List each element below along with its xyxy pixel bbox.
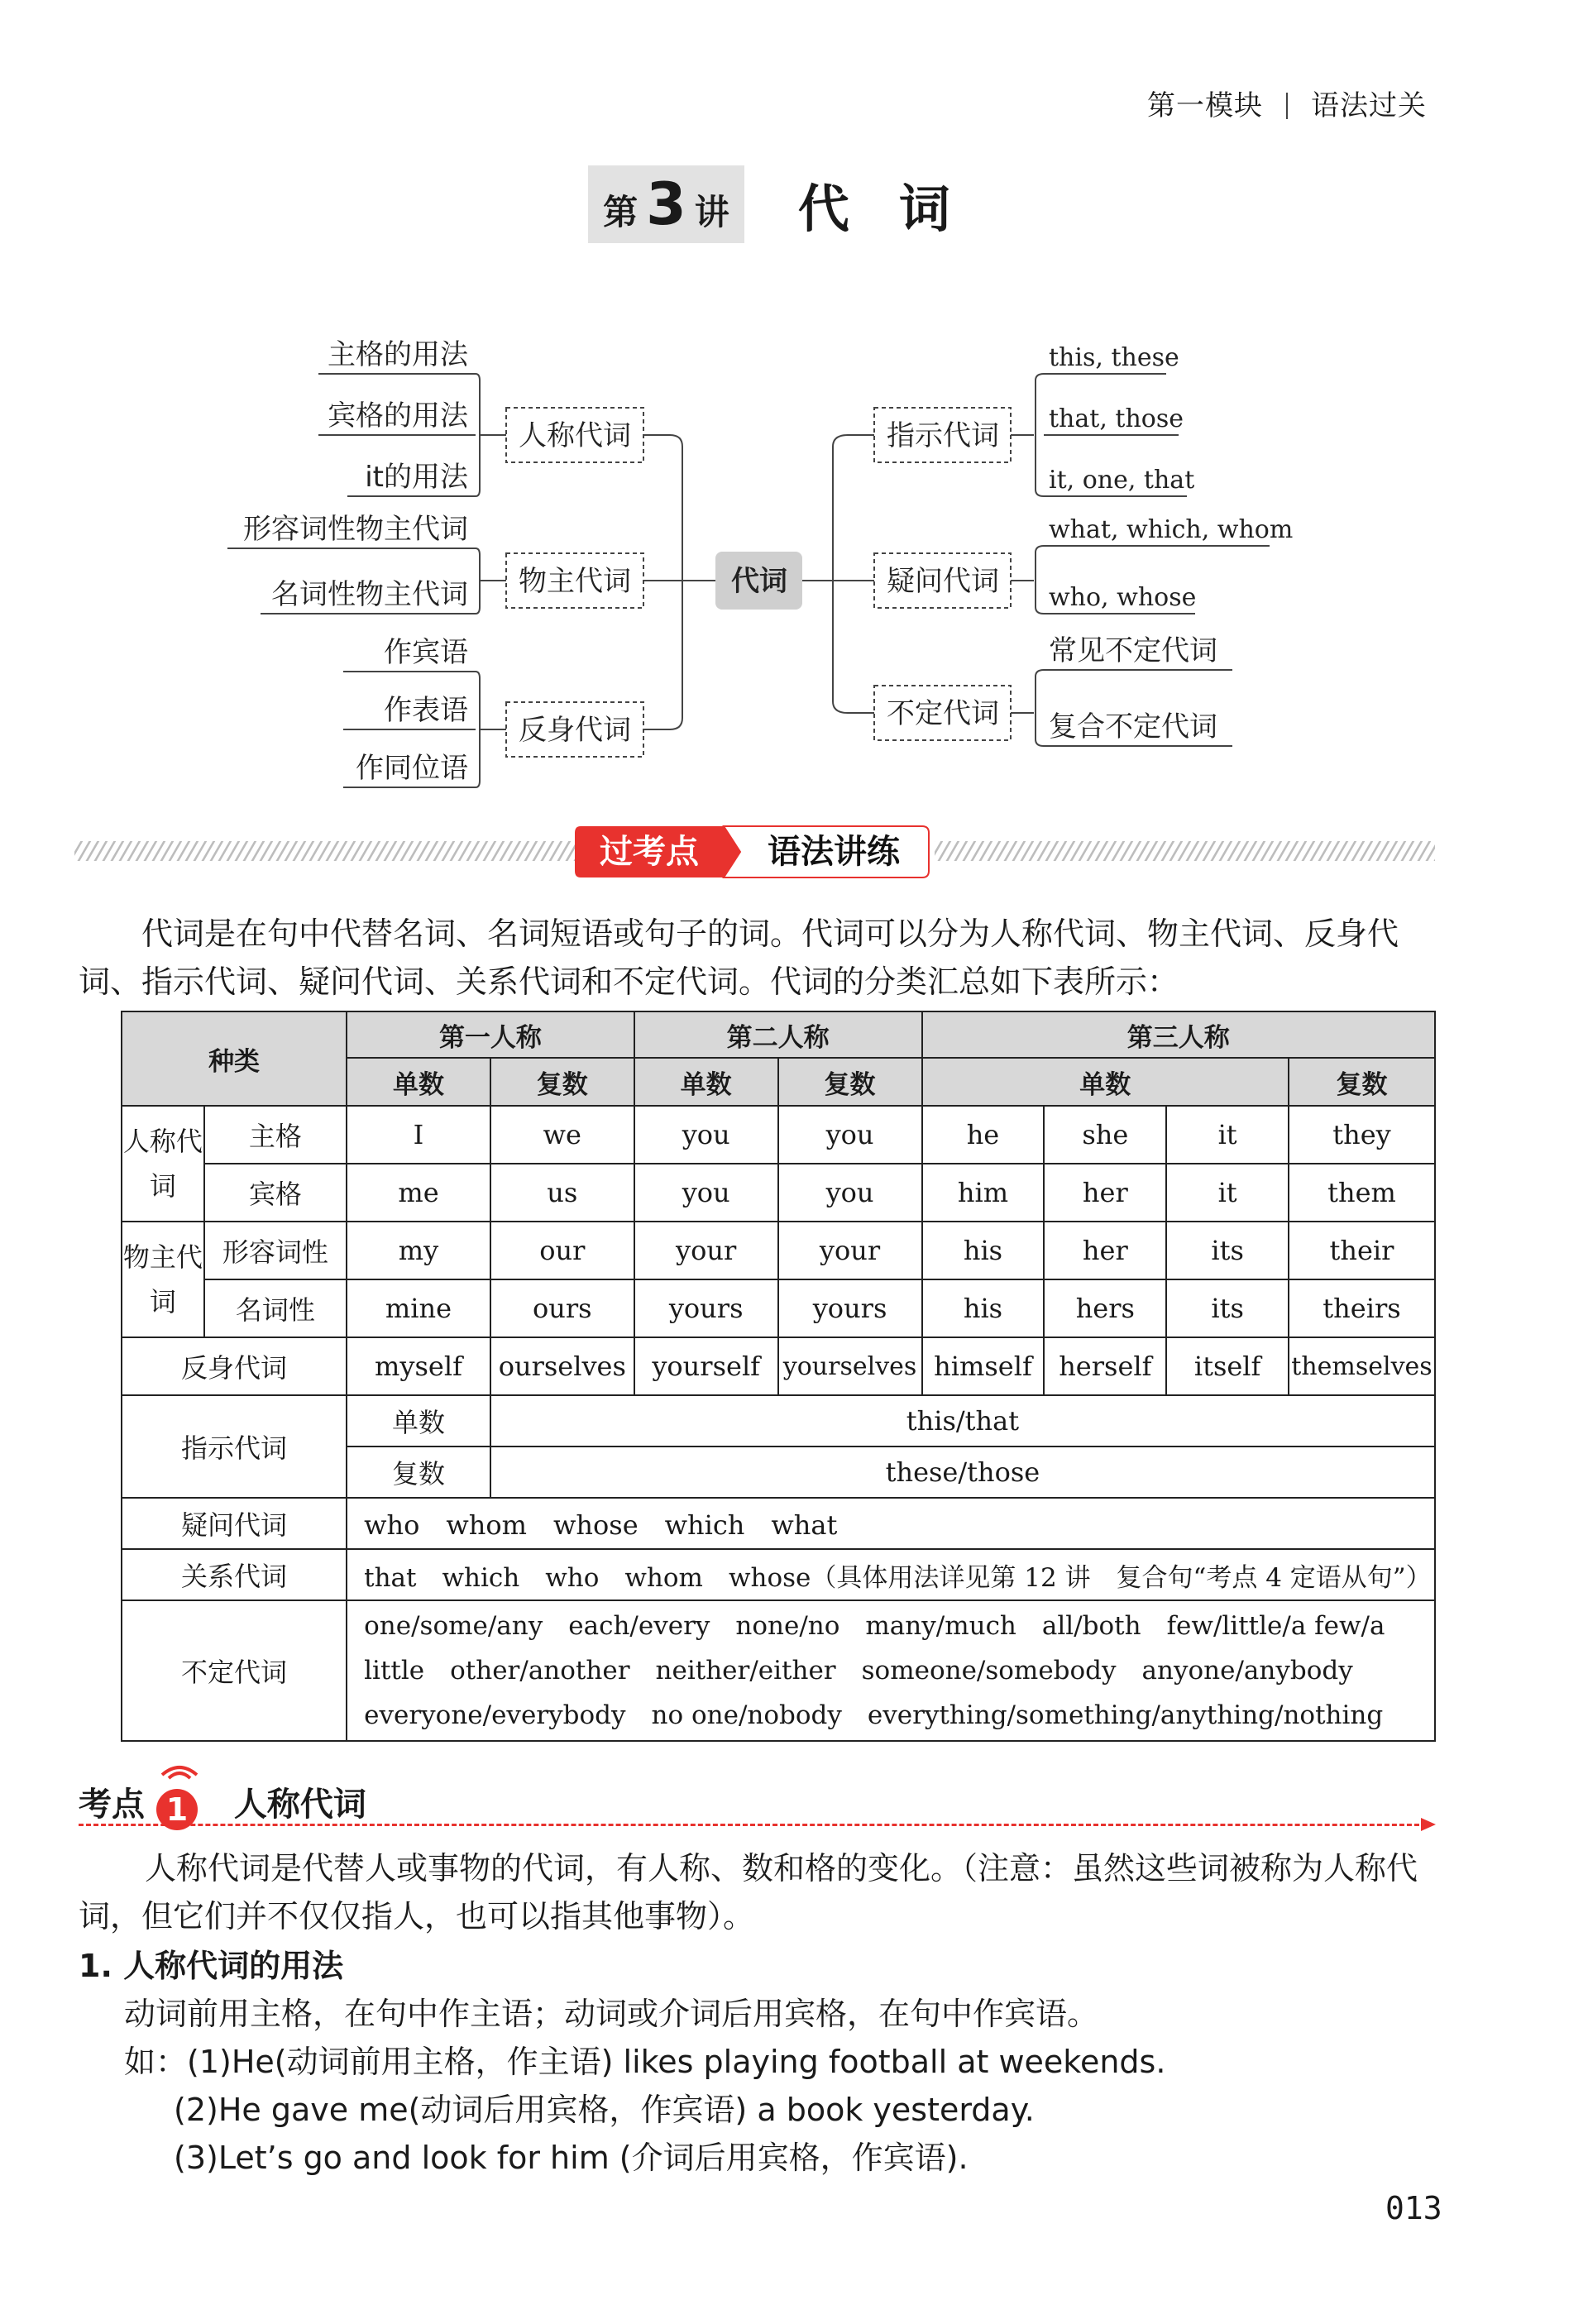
lesson-badge <box>588 165 744 243</box>
table-cell: its <box>1166 1279 1289 1337</box>
row-demonstrative: 指示代词 <box>122 1395 347 1498</box>
mm-leaf: 作表语 <box>384 694 468 727</box>
table-cell: it <box>1166 1164 1289 1222</box>
example-2: (2)He gave me(动词后用宾格，作宾语) a book yesterday. <box>174 2092 1035 2128</box>
lesson-number: 3 <box>646 170 686 238</box>
mm-leaf: 主格的用法 <box>328 338 468 371</box>
indefinite-line: little other/another neither/either someone/somebody anyone/anybody <box>364 1656 1353 1686</box>
table-cell: our <box>490 1222 634 1279</box>
table-cell: herself <box>1044 1337 1166 1395</box>
table-cell: yours <box>634 1279 778 1337</box>
kaodian-prefix: 考点 <box>79 1786 145 1824</box>
table-cell: ourselves <box>490 1337 634 1395</box>
table-cell: we <box>490 1106 634 1164</box>
header-plural: 复数 <box>778 1058 922 1106</box>
mm-leaf: 宾格的用法 <box>328 399 468 433</box>
header-plural: 复数 <box>1289 1058 1435 1106</box>
row-label: 名词性 <box>204 1279 347 1337</box>
kaodian-divider <box>79 1824 1427 1826</box>
table-cell: myself <box>347 1337 490 1395</box>
mm-leaf: it, one, that <box>1049 466 1195 495</box>
header-divider <box>1286 93 1288 119</box>
row-group-possessive: 物主代词 <box>122 1222 204 1337</box>
row-interrogative: 疑问代词 <box>122 1498 347 1549</box>
mm-leaf: that, those <box>1049 404 1184 433</box>
table-cell: they <box>1289 1106 1435 1164</box>
row-indefinite: 不定代词 <box>122 1600 347 1741</box>
lesson-suffix: 讲 <box>694 192 729 232</box>
header-module: 第一模块 <box>1147 89 1263 122</box>
mm-leaf: it的用法 <box>365 461 468 494</box>
kaodian-title: 人称代词 <box>233 1786 366 1824</box>
mm-node-personal: 人称代词 <box>519 419 631 452</box>
table-cell: your <box>634 1222 778 1279</box>
table-cell: me <box>347 1164 490 1222</box>
row-label: 形容词性 <box>204 1222 347 1279</box>
header-kind: 种类 <box>122 1011 347 1106</box>
signal-icon <box>151 1753 208 1781</box>
usage-rule: 动词前用主格，在句中作主语；动词或介词后用宾格，在句中作宾语。 <box>124 1996 1099 2032</box>
table-cell: his <box>922 1279 1045 1337</box>
usage-title: 1. 人称代词的用法 <box>79 1948 344 1984</box>
header-singular: 单数 <box>347 1058 490 1106</box>
table-cell: their <box>1289 1222 1435 1279</box>
header-singular: 单数 <box>922 1058 1289 1106</box>
intro-paragraph: 代词是在句中代替名词、名词短语或句子的词。代词可以分为人称代词、物主代词、反身代词、指示代词、疑问代词、关系代词和不定代词。代词的分类汇总如下表所示： <box>79 916 1399 1000</box>
pronoun-table <box>121 1011 1436 1742</box>
mm-leaf: this, these <box>1049 343 1179 372</box>
demonstrative-pl-label: 复数 <box>347 1447 490 1498</box>
header-plural: 复数 <box>490 1058 634 1106</box>
indefinite-values <box>347 1600 1435 1741</box>
demonstrative-pl: these/those <box>490 1447 1435 1498</box>
table-cell: you <box>634 1106 778 1164</box>
page-number: 013 <box>1385 2190 1442 2226</box>
mindmap-center: 代词 <box>731 565 787 598</box>
mm-leaf: who, whose <box>1049 583 1197 612</box>
table-cell: it <box>1166 1106 1289 1164</box>
lesson-name: 代词 <box>797 178 1000 239</box>
kaodian-number-text: 1 <box>165 1791 189 1828</box>
mm-leaf: 作宾语 <box>384 636 468 669</box>
table-cell: her <box>1044 1164 1166 1222</box>
table-cell: mine <box>347 1279 490 1337</box>
lesson-title <box>0 165 1588 243</box>
section-banner <box>74 823 1439 881</box>
table-cell: theirs <box>1289 1279 1435 1337</box>
running-header <box>1147 83 1427 123</box>
mm-node-demonstrative: 指示代词 <box>887 419 999 452</box>
table-cell: itself <box>1166 1337 1289 1395</box>
table-cell: she <box>1044 1106 1166 1164</box>
table-cell: yourselves <box>778 1337 922 1395</box>
mm-node-indefinite: 不定代词 <box>887 697 999 730</box>
row-label: 宾格 <box>204 1164 347 1222</box>
mm-leaf: 作同位语 <box>356 752 468 785</box>
banner-right: 语法讲练 <box>768 833 900 871</box>
demonstrative-sg-label: 单数 <box>347 1395 490 1447</box>
table-cell: yours <box>778 1279 922 1337</box>
table-cell: her <box>1044 1222 1166 1279</box>
arrow-icon <box>1421 1816 1437 1833</box>
header-singular: 单数 <box>634 1058 778 1106</box>
mindmap <box>0 314 1588 811</box>
row-label: 主格 <box>204 1106 347 1164</box>
header-third-person: 第三人称 <box>922 1011 1435 1058</box>
kaodian-heading <box>79 1778 366 1830</box>
row-group-personal: 人称代词 <box>122 1106 204 1222</box>
table-cell: you <box>778 1164 922 1222</box>
indefinite-line: everyone/everybody no one/nobody everything/something/anything/nothing <box>364 1700 1384 1730</box>
row-reflexive: 反身代词 <box>122 1337 347 1395</box>
mm-leaf: 复合不定代词 <box>1049 710 1217 744</box>
table-cell: its <box>1166 1222 1289 1279</box>
header-second-person: 第二人称 <box>634 1011 922 1058</box>
table-cell: himself <box>922 1337 1045 1395</box>
table-cell: us <box>490 1164 634 1222</box>
banner-left: 过考点 <box>600 833 699 871</box>
table-cell: you <box>778 1106 922 1164</box>
header-first-person: 第一人称 <box>347 1011 634 1058</box>
mm-node-interrogative: 疑问代词 <box>887 565 999 598</box>
mm-leaf: what, which, whom <box>1049 515 1294 544</box>
example-1: 如：(1)He(动词前用主格，作主语) likes playing football at weekends. <box>124 2044 1166 2080</box>
mm-node-possessive: 物主代词 <box>519 565 631 598</box>
table-cell: him <box>922 1164 1045 1222</box>
header-section: 语法过关 <box>1311 89 1427 122</box>
mm-leaf: 名词性物主代词 <box>271 578 468 611</box>
table-cell: I <box>347 1106 490 1164</box>
mm-leaf: 常见不定代词 <box>1049 634 1217 667</box>
table-cell: hers <box>1044 1279 1166 1337</box>
table-cell: you <box>634 1164 778 1222</box>
mm-node-reflexive: 反身代词 <box>519 714 631 747</box>
interrogative-values: who whom whose which what <box>347 1498 1435 1549</box>
relative-values: that which who whom whose（具体用法详见第 12 讲 复合句“考点 4 定语从句”） <box>347 1549 1435 1600</box>
kaodian-intro: 人称代词是代替人或事物的代词，有人称、数和格的变化。（注意：虽然这些词被称为人称代词，但它们并不仅仅指人，也可以指其他事物）。 <box>79 1850 1418 1934</box>
row-relative: 关系代词 <box>122 1549 347 1600</box>
table-cell: yourself <box>634 1337 778 1395</box>
indefinite-line: one/some/any each/every none/no many/much all/both few/little/a few/a <box>364 1611 1385 1641</box>
table-cell: your <box>778 1222 922 1279</box>
example-3: (3)Let’s go and look for him (介词后用宾格，作宾语). <box>174 2140 969 2176</box>
demonstrative-sg: this/that <box>490 1395 1435 1447</box>
table-cell: themselves <box>1289 1337 1435 1395</box>
table-cell: his <box>922 1222 1045 1279</box>
table-cell: he <box>922 1106 1045 1164</box>
table-cell: ours <box>490 1279 634 1337</box>
table-cell: my <box>347 1222 490 1279</box>
lesson-prefix: 第 <box>603 192 639 232</box>
table-cell: them <box>1289 1164 1435 1222</box>
mm-leaf: 形容词性物主代词 <box>243 513 468 546</box>
